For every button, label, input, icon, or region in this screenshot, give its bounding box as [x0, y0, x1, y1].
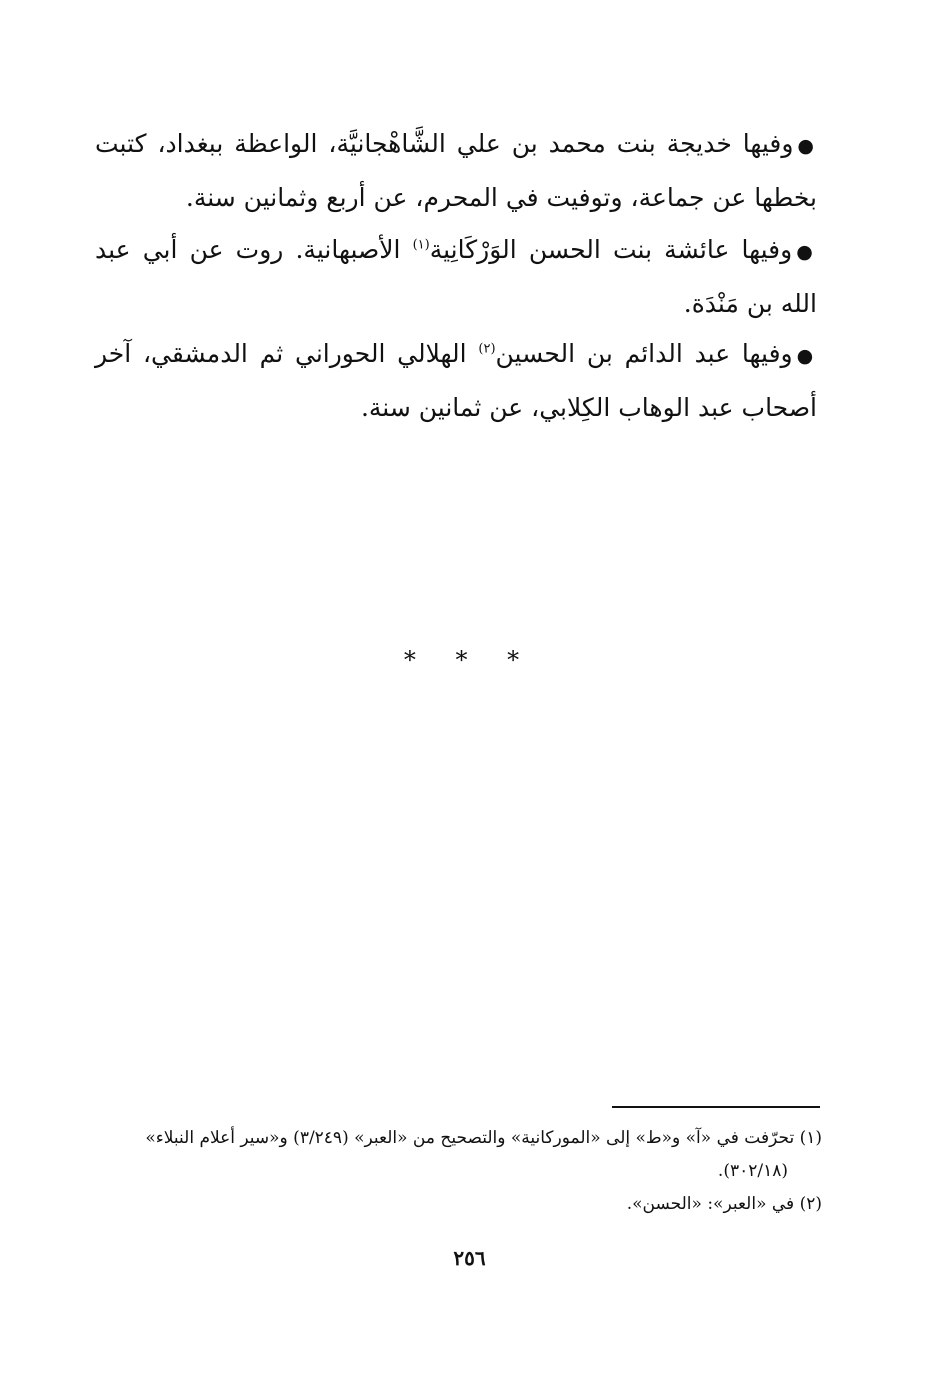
footnotes [95, 1122, 822, 1221]
footnote-1: (١) تحرّفت في «آ» و«ط» إلى «الموركانية» والتصحيح من «العبر» (٣/٢٤٩) و«سير أعلام النبلاء» [145, 1128, 822, 1148]
bullet-icon: ● [796, 241, 817, 263]
entry-text: وفيها عائشة بنت الحسن الوَرْكَانِية [429, 235, 793, 264]
entry-abd-al-daim [95, 328, 817, 434]
footnote-marker-1: (١) [412, 237, 430, 253]
footnote-marker-2: (٢) [478, 341, 496, 357]
footnote-2: (٢) في «العبر»: «الحسن». [626, 1194, 822, 1214]
entry-aisha [95, 224, 817, 330]
bullet-icon: ● [797, 135, 817, 157]
entry-text-continued: الأصبهانية. روت عن أبي عبد الله بن مَنْدَة. [95, 235, 817, 318]
entry-paragraph [95, 118, 817, 224]
entry-paragraph [95, 224, 817, 330]
footnote-1-continuation: (٣٠٢/١٨). [717, 1161, 788, 1181]
bullet-icon: ● [796, 345, 817, 367]
entry-paragraph [95, 328, 817, 434]
entry-text: وفيها عبد الدائم بن الحسين [495, 339, 793, 368]
section-separator: * * * [403, 646, 536, 674]
entry-khadija [95, 118, 817, 224]
entry-text-continued: الهلالي الحوراني ثم الدمشقي، آخر أصحاب عبد الوهاب الكِلابي، عن ثمانين سنة. [95, 339, 817, 422]
footnote-divider [612, 1106, 820, 1108]
page-number: ٢٥٦ [453, 1246, 486, 1270]
entry-text: وفيها خديجة بنت محمد بن علي الشَّاهْجانيَّة، الواعظة ببغداد، كتبت بخطها عن جماعة، وتوفيت في المحرم، عن أربع وثمانين سنة. [95, 129, 817, 212]
